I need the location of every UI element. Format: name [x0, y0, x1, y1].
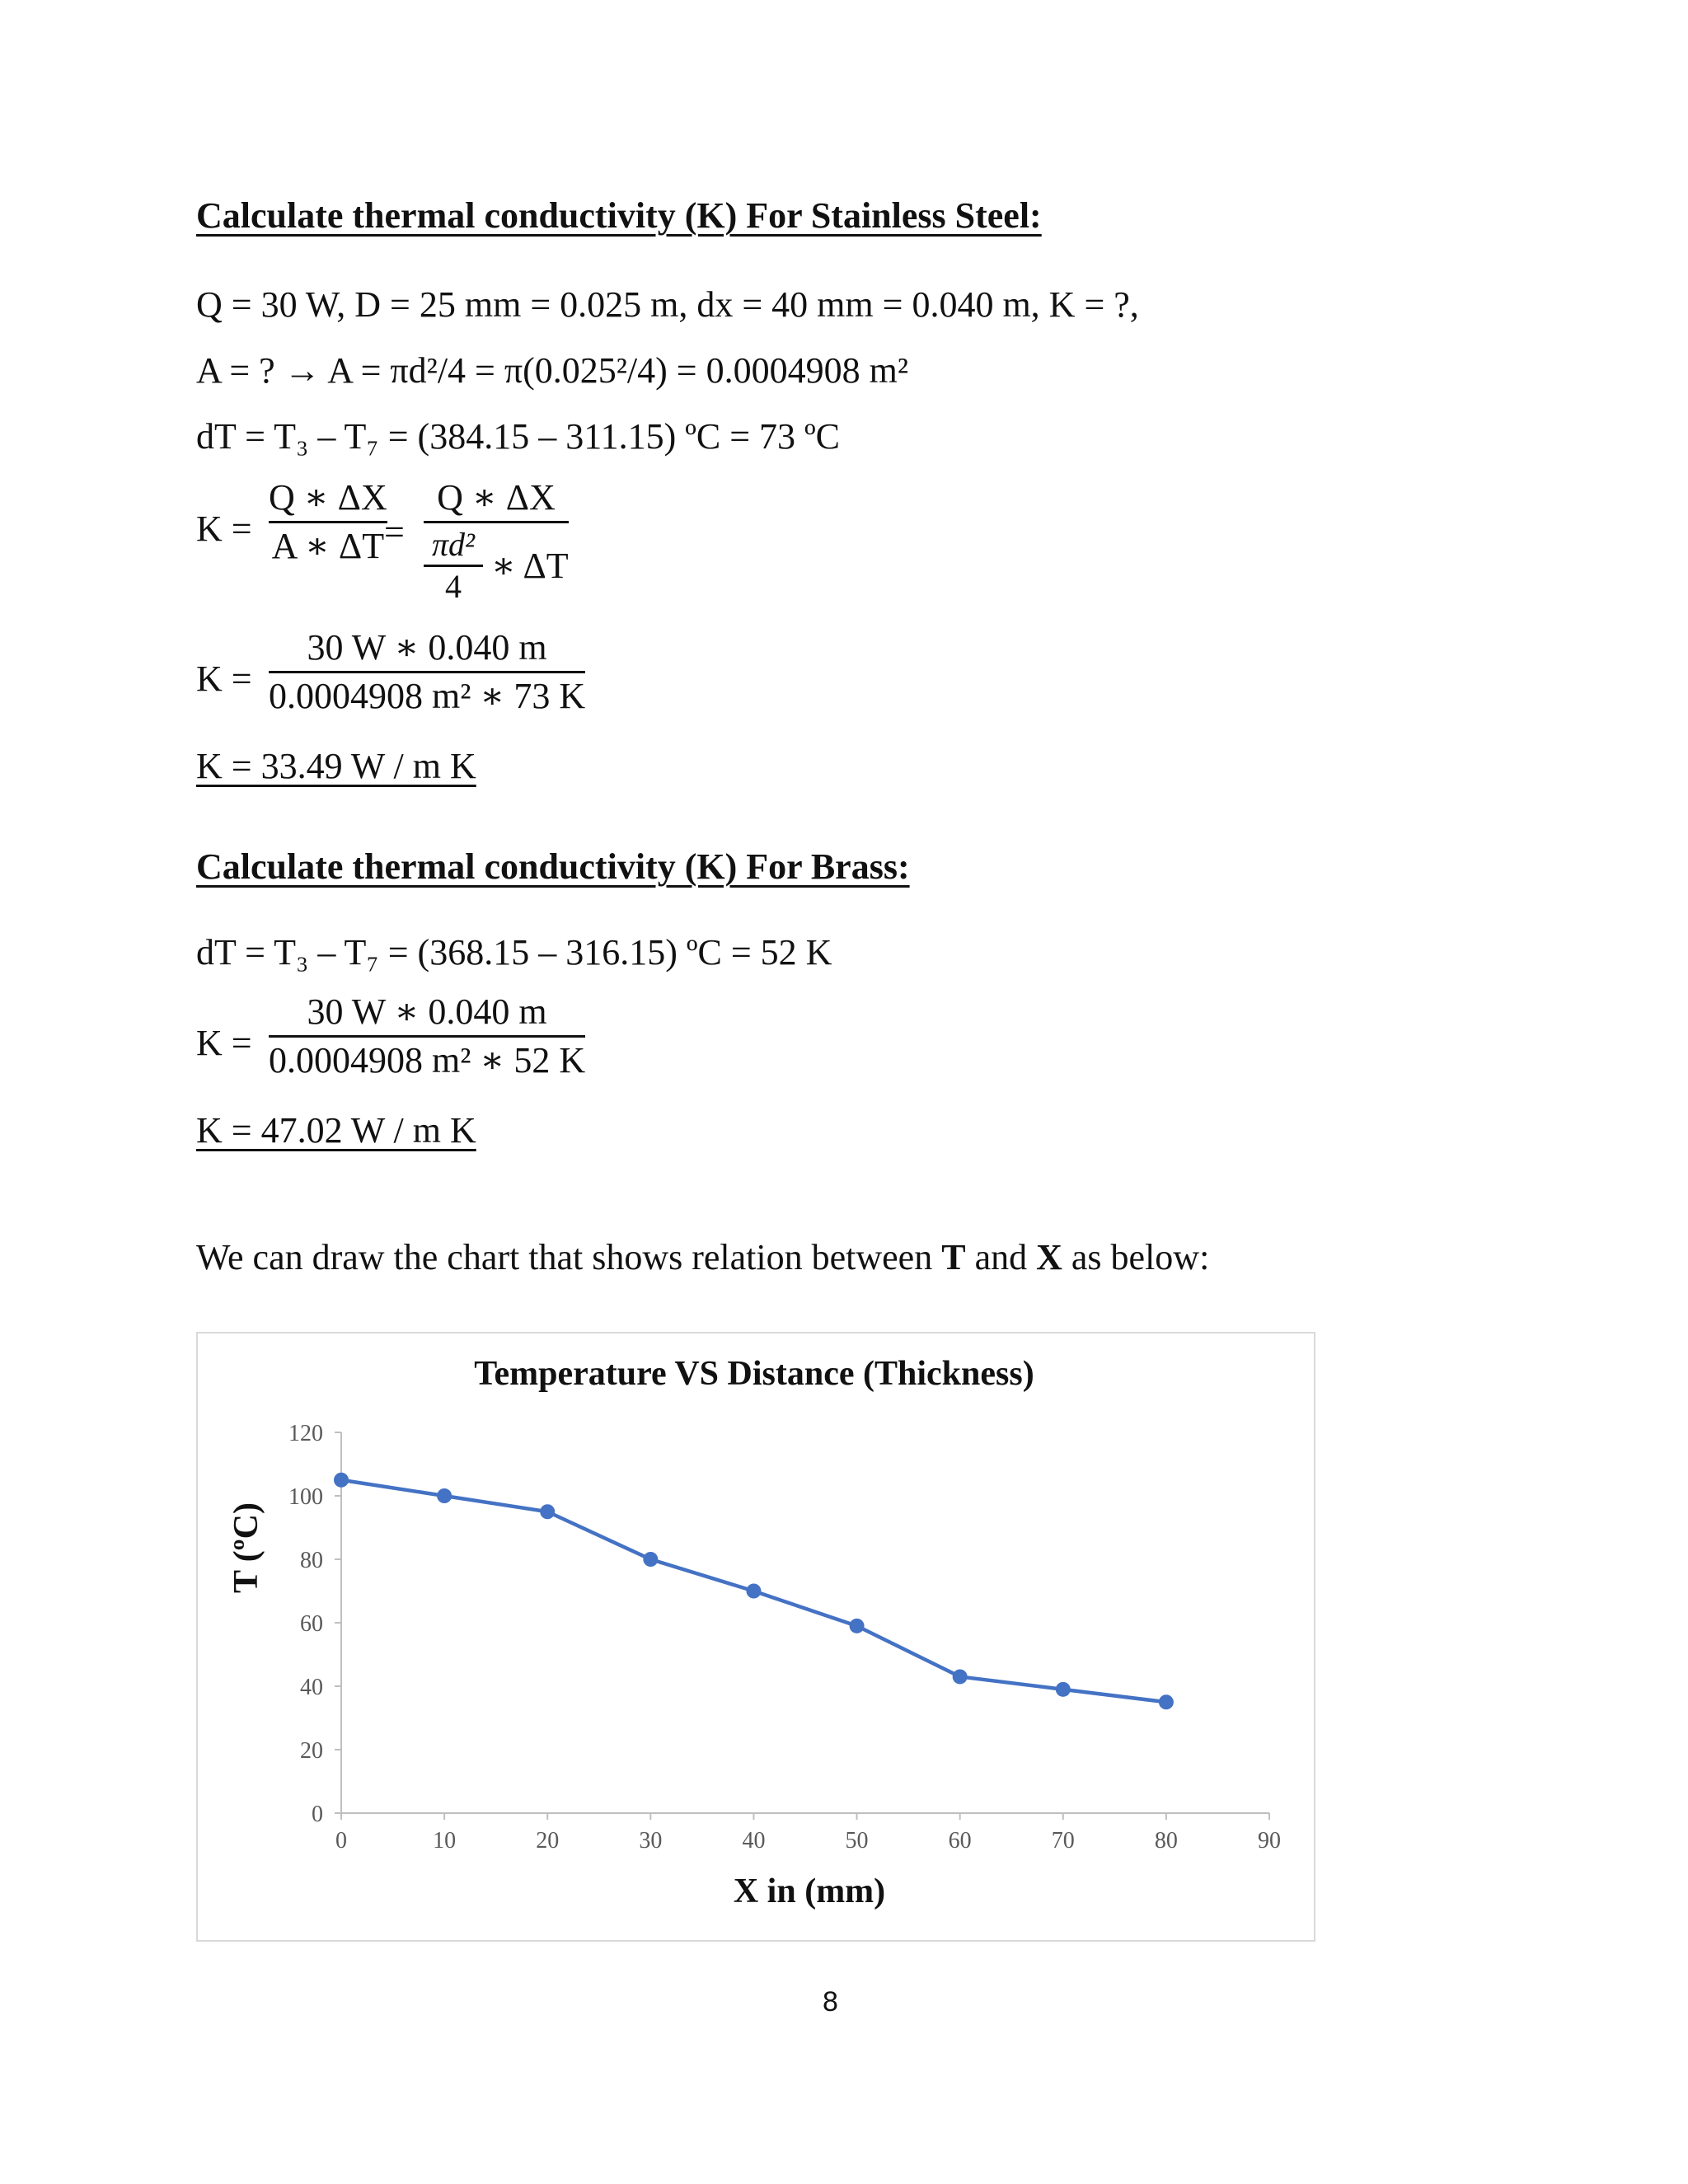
data-point: [1159, 1694, 1174, 1709]
pi-d-squared: πd²: [431, 526, 476, 563]
x-tick-label: 60: [948, 1828, 972, 1854]
brass-result: K = 47.02 W / m K: [196, 1110, 476, 1151]
x-tick-label: 80: [1154, 1828, 1178, 1854]
inner-fraction-bar: [424, 565, 483, 567]
temperature-distance-chart: [198, 1333, 1314, 1940]
numeric-fraction: [269, 627, 586, 716]
y-tick-label: 100: [288, 1484, 323, 1510]
equals-sign: =: [384, 512, 405, 552]
x-tick-label: 30: [639, 1828, 663, 1854]
data-point: [1056, 1682, 1071, 1697]
temperature-difference-line: dT = T₃ – T₇ = (384.15 – 311.15) ºC = 73 ºC: [196, 416, 841, 457]
page-number: 8: [823, 1986, 838, 2018]
brass-numeric-fraction: [269, 991, 586, 1080]
chart-intro-sentence: [196, 1236, 1209, 1278]
fraction-bar: [424, 521, 569, 523]
k-equals-label: K =: [196, 509, 252, 549]
k-equals-label: K =: [196, 658, 252, 699]
x-tick-label: 50: [845, 1828, 869, 1854]
fraction-bar: [269, 521, 387, 523]
fraction-numerator: Q ∗ ΔX: [269, 477, 387, 518]
y-tick-label: 0: [312, 1802, 323, 1827]
data-point: [746, 1584, 761, 1599]
formula-fraction-2: [424, 477, 569, 605]
y-tick-label: 40: [300, 1675, 323, 1700]
chart-frame: [196, 1332, 1315, 1942]
brass-heading: Calculate thermal conductivity (K) For Brass:: [196, 846, 910, 887]
fraction-denominator: A ∗ ΔT: [271, 526, 385, 566]
stainless-steel-heading: Calculate thermal conductivity (K) For Stainless Steel:: [196, 195, 1042, 236]
data-point: [953, 1669, 968, 1684]
chart-marks: [334, 1473, 1174, 1710]
fraction-numerator: 30 W ∗ 0.040 m: [307, 627, 547, 668]
stainless-steel-result: K = 33.49 W / m K: [196, 746, 476, 786]
area-formula-line: A = ? → A = πd²/4 = π(0.025²/4) = 0.0004908 m²: [196, 350, 909, 391]
intro-bold-t: T: [941, 1237, 966, 1277]
y-axis-label: T (ºC): [227, 1502, 265, 1593]
x-tick-label: 90: [1258, 1828, 1281, 1854]
y-tick-label: 120: [288, 1421, 323, 1446]
given-values-line: Q = 30 W, D = 25 mm = 0.025 m, dx = 40 mm = 0.040 m, K = ?,: [196, 284, 1139, 325]
x-tick-label: 40: [742, 1828, 766, 1854]
fraction-bar: [269, 1035, 585, 1038]
data-point: [643, 1552, 658, 1567]
x-tick-label: 10: [433, 1828, 457, 1854]
fraction-numerator: Q ∗ ΔX: [437, 477, 556, 518]
fraction-numerator: 30 W ∗ 0.040 m: [307, 991, 547, 1032]
fraction-denominator: 0.0004908 m² ∗ 52 K: [269, 1040, 586, 1080]
k-equals-label: K =: [196, 1023, 252, 1063]
fraction-bar: [269, 671, 585, 673]
data-point: [437, 1488, 452, 1503]
fraction-denominator: 0.0004908 m² ∗ 73 K: [269, 676, 586, 716]
intro-text: We can draw the chart that shows relation between: [196, 1237, 942, 1277]
intro-text: as below:: [1062, 1237, 1210, 1277]
x-tick-label: 0: [335, 1828, 347, 1854]
y-tick-label: 80: [300, 1548, 323, 1573]
y-tick-label: 60: [300, 1611, 323, 1637]
chart-axes: [288, 1421, 1281, 1854]
four: 4: [445, 568, 462, 605]
data-point: [540, 1504, 555, 1519]
formula-fraction-1: [269, 477, 387, 566]
y-tick-label: 20: [300, 1738, 323, 1764]
intro-text: and: [965, 1237, 1037, 1277]
intro-bold-x: X: [1036, 1237, 1062, 1277]
x-axis-label: X in (mm): [733, 1872, 886, 1910]
data-point: [850, 1619, 865, 1633]
data-point: [334, 1473, 349, 1488]
x-tick-label: 70: [1051, 1828, 1075, 1854]
times-delta-t: ∗ ΔT: [491, 546, 569, 586]
x-tick-label: 20: [536, 1828, 560, 1854]
brass-temperature-difference-line: dT = T₃ – T₇ = (368.15 – 316.15) ºC = 52 K: [196, 932, 832, 972]
chart-title: Temperature VS Distance (Thickness): [474, 1355, 1034, 1393]
